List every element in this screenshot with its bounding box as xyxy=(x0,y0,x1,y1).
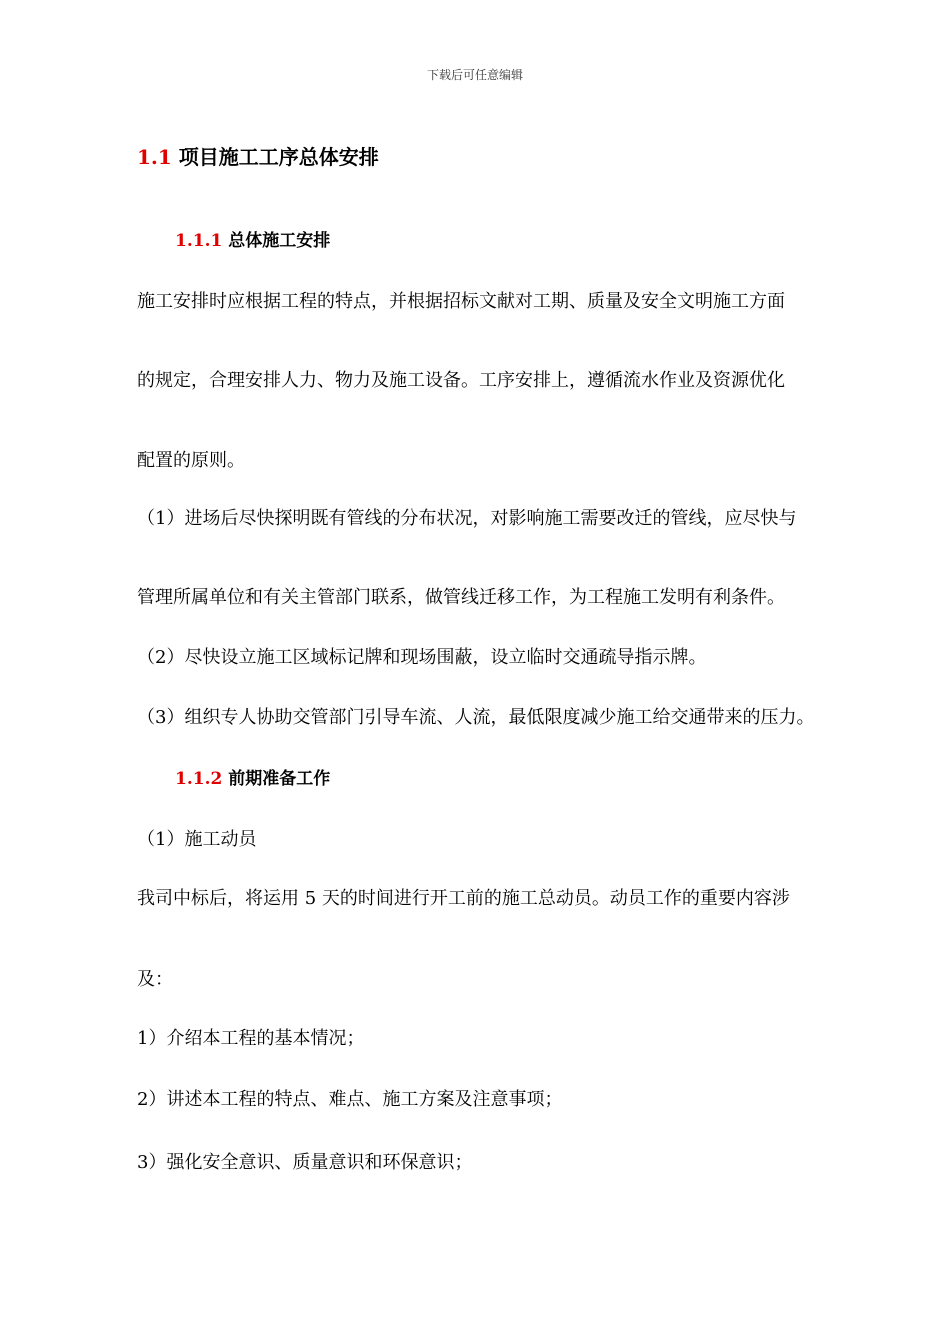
list-item: 3）强化安全意识、质量意识和环保意识； xyxy=(137,1152,473,1173)
paragraph-line: 管理所属单位和有关主管部门联系，做管线迁移工作，为工程施工发明有利条件。 xyxy=(137,587,785,608)
list-item: （1）施工动员 xyxy=(137,829,257,850)
heading-1-1-2 xyxy=(175,767,330,791)
paragraph-line: 的规定，合理安排人力、物力及施工设备。工序安排上，遵循流水作业及资源优化 xyxy=(137,370,785,391)
paragraph-line: 施工安排时应根据工程的特点，并根据招标文献对工期、质量及安全文明施工方面 xyxy=(137,291,785,312)
list-item: （2）尽快设立施工区域标记牌和现场围蔽，设立临时交通疏导指示牌。 xyxy=(137,647,707,668)
heading-1-title: 项目施工工序总体安排 xyxy=(178,145,379,169)
list-item: （1）进场后尽快探明既有管线的分布状况，对影响施工需要改迁的管线，应尽快与 xyxy=(137,508,797,529)
heading-1-1-1-title: 总体施工安排 xyxy=(228,231,331,251)
list-item: （3）组织专人协助交管部门引导车流、人流，最低限度减少施工给交通带来的压力。 xyxy=(137,707,815,728)
list-item: 2）讲述本工程的特点、难点、施工方案及注意事项； xyxy=(137,1089,563,1110)
paragraph-line: 我司中标后，将运用 5 天的时间进行开工前的施工总动员。动员工作的重要内容涉 xyxy=(137,888,790,909)
paragraph-line: 及： xyxy=(137,969,173,990)
heading-1-1-2-title: 前期准备工作 xyxy=(228,769,331,789)
heading-1 xyxy=(137,145,379,169)
heading-1-number: 1.1 xyxy=(137,145,172,169)
header-note: 下载后可任意编辑 xyxy=(426,68,523,82)
heading-1-1-2-number: 1.1.2 xyxy=(175,769,223,789)
heading-1-1-1-number: 1.1.1 xyxy=(175,231,223,251)
heading-1-1-1 xyxy=(175,229,330,253)
list-item: 1）介绍本工程的基本情况； xyxy=(137,1028,365,1049)
paragraph-line: 配置的原则。 xyxy=(137,450,245,471)
